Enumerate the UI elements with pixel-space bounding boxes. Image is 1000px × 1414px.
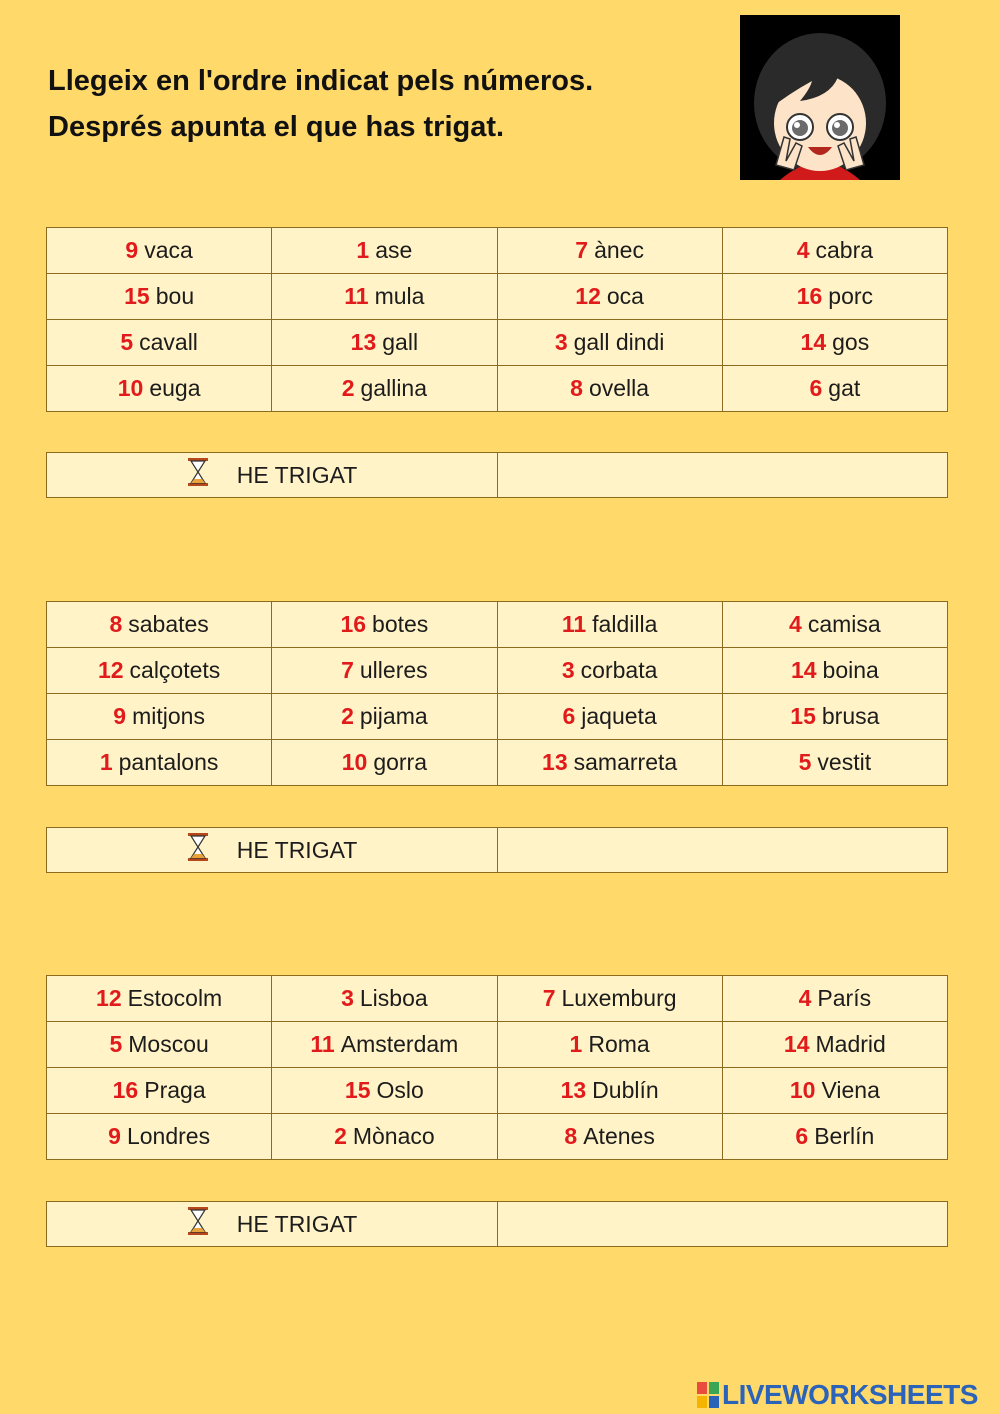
word: Atenes bbox=[583, 1123, 655, 1149]
order-number: 9 bbox=[108, 1123, 121, 1149]
word-cell bbox=[497, 602, 722, 648]
word-cell bbox=[272, 366, 497, 412]
order-number: 16 bbox=[112, 1077, 139, 1103]
order-number: 2 bbox=[341, 375, 355, 401]
word: gos bbox=[832, 329, 870, 355]
word-cell bbox=[47, 976, 272, 1022]
word-cell bbox=[497, 648, 722, 694]
time-answer-field[interactable] bbox=[498, 828, 947, 872]
word-cell bbox=[47, 1022, 272, 1068]
order-number: 9 bbox=[113, 703, 127, 729]
word: gat bbox=[828, 375, 861, 401]
word-cell bbox=[272, 1068, 497, 1114]
word: cabra bbox=[815, 237, 874, 263]
word-cell bbox=[47, 740, 272, 786]
word-cell bbox=[497, 366, 722, 412]
word: ànec bbox=[594, 237, 644, 263]
word-cell bbox=[497, 1114, 722, 1160]
instruction-line-2: Després apunta el que has trigat. bbox=[48, 111, 505, 143]
table-row bbox=[47, 648, 948, 694]
word: porc bbox=[828, 283, 874, 309]
word: Moscou bbox=[128, 1031, 209, 1057]
order-number: 10 bbox=[117, 375, 144, 401]
word-cell bbox=[722, 740, 947, 786]
word-cell bbox=[272, 274, 497, 320]
timer-label: HE TRIGAT bbox=[236, 461, 358, 488]
word: samarreta bbox=[573, 749, 678, 775]
word: Lisboa bbox=[359, 985, 428, 1011]
word: ovella bbox=[588, 375, 650, 401]
order-number: 12 bbox=[575, 283, 601, 309]
timer-label: HE TRIGAT bbox=[236, 836, 358, 863]
word: Berlín bbox=[814, 1123, 875, 1149]
word: Mònaco bbox=[352, 1123, 435, 1149]
word-cell bbox=[497, 1068, 722, 1114]
order-number: 1 bbox=[356, 237, 370, 263]
order-number: 13 bbox=[542, 749, 568, 775]
word-cell bbox=[722, 602, 947, 648]
table-row bbox=[47, 1114, 948, 1160]
order-number: 2 bbox=[334, 1123, 347, 1149]
timer-row bbox=[46, 1201, 948, 1247]
reading-table-cities bbox=[46, 975, 948, 1160]
word: gallina bbox=[360, 375, 428, 401]
word-cell bbox=[272, 1022, 497, 1068]
word: calçotets bbox=[129, 657, 221, 683]
order-number: 5 bbox=[120, 329, 134, 355]
hourglass-icon bbox=[187, 832, 209, 868]
order-number: 14 bbox=[790, 657, 817, 683]
table-row bbox=[47, 228, 948, 274]
timer-row bbox=[46, 452, 948, 498]
order-number: 16 bbox=[796, 283, 823, 309]
order-number: 12 bbox=[96, 985, 122, 1011]
word: brusa bbox=[821, 703, 880, 729]
word: bou bbox=[155, 283, 195, 309]
order-number: 16 bbox=[340, 611, 367, 637]
timer-row bbox=[46, 827, 948, 873]
instructions bbox=[48, 58, 728, 150]
order-number: 4 bbox=[789, 611, 802, 637]
word-cell bbox=[497, 274, 722, 320]
order-number: 8 bbox=[570, 375, 583, 401]
word-cell bbox=[47, 602, 272, 648]
table-row bbox=[47, 602, 948, 648]
reading-table-clothes bbox=[46, 601, 948, 786]
word: Luxemburg bbox=[561, 985, 677, 1011]
order-number: 8 bbox=[564, 1123, 578, 1149]
word: vestit bbox=[817, 749, 872, 775]
word: Amsterdam bbox=[340, 1031, 459, 1057]
order-number: 5 bbox=[109, 1031, 123, 1057]
word: Roma bbox=[588, 1031, 650, 1057]
table-row bbox=[47, 976, 948, 1022]
word-cell bbox=[47, 1114, 272, 1160]
word: jaqueta bbox=[581, 703, 657, 729]
word: Dublín bbox=[592, 1077, 659, 1103]
word: faldilla bbox=[592, 611, 658, 637]
word-cell bbox=[497, 320, 722, 366]
order-number: 14 bbox=[783, 1031, 810, 1057]
word: mitjons bbox=[132, 703, 205, 729]
word-cell bbox=[722, 366, 947, 412]
order-number: 1 bbox=[569, 1031, 583, 1057]
order-number: 7 bbox=[341, 657, 354, 683]
word: pijama bbox=[359, 703, 428, 729]
word: Viena bbox=[821, 1077, 880, 1103]
table-row bbox=[47, 274, 948, 320]
order-number: 3 bbox=[341, 985, 354, 1011]
order-number: 15 bbox=[344, 1077, 371, 1103]
word: Oslo bbox=[376, 1077, 424, 1103]
logo-blocks-icon bbox=[697, 1382, 719, 1408]
word: Madrid bbox=[815, 1031, 886, 1057]
word: gorra bbox=[373, 749, 428, 775]
word-cell bbox=[47, 694, 272, 740]
brand-text: LIVEWORKSHEETS bbox=[722, 1379, 978, 1410]
word: ulleres bbox=[359, 657, 428, 683]
word-cell bbox=[722, 1114, 947, 1160]
order-number: 1 bbox=[99, 749, 113, 775]
order-number: 8 bbox=[109, 611, 123, 637]
word-cell bbox=[722, 228, 947, 274]
avatar bbox=[740, 15, 900, 180]
word-cell bbox=[272, 740, 497, 786]
word: gall dindi bbox=[573, 329, 665, 355]
hourglass-icon bbox=[187, 457, 209, 493]
order-number: 3 bbox=[561, 657, 575, 683]
order-number: 15 bbox=[124, 283, 150, 309]
word-cell bbox=[47, 366, 272, 412]
word: euga bbox=[149, 375, 201, 401]
instruction-line-1: Llegeix en l'ordre indicat pels números. bbox=[48, 65, 594, 97]
order-number: 7 bbox=[542, 985, 556, 1011]
word-cell bbox=[722, 1068, 947, 1114]
word-cell bbox=[722, 1022, 947, 1068]
reading-table-animals bbox=[46, 227, 948, 412]
word: gall bbox=[382, 329, 419, 355]
word-cell bbox=[47, 1068, 272, 1114]
table-row bbox=[47, 694, 948, 740]
word-cell bbox=[272, 976, 497, 1022]
word-cell bbox=[722, 694, 947, 740]
order-number: 4 bbox=[798, 985, 812, 1011]
word: vaca bbox=[144, 237, 193, 263]
word: Londres bbox=[126, 1123, 211, 1149]
word: cavall bbox=[139, 329, 198, 355]
word-cell bbox=[47, 320, 272, 366]
word: Praga bbox=[144, 1077, 206, 1103]
word-cell bbox=[722, 320, 947, 366]
order-number: 11 bbox=[310, 1031, 335, 1057]
order-number: 5 bbox=[798, 749, 812, 775]
word: París bbox=[817, 985, 872, 1011]
order-number: 4 bbox=[796, 237, 810, 263]
time-answer-field[interactable] bbox=[498, 453, 947, 497]
word: corbata bbox=[580, 657, 658, 683]
word: camisa bbox=[807, 611, 881, 637]
word-cell bbox=[47, 228, 272, 274]
table-row bbox=[47, 1068, 948, 1114]
word-cell bbox=[497, 976, 722, 1022]
word: pantalons bbox=[118, 749, 219, 775]
liveworksheets-logo bbox=[697, 1378, 978, 1412]
word-cell bbox=[497, 740, 722, 786]
order-number: 6 bbox=[562, 703, 576, 729]
word-cell bbox=[272, 648, 497, 694]
order-number: 14 bbox=[800, 329, 827, 355]
order-number: 13 bbox=[560, 1077, 587, 1103]
order-number: 7 bbox=[575, 237, 589, 263]
word-cell bbox=[722, 274, 947, 320]
table-row bbox=[47, 1022, 948, 1068]
word-cell bbox=[47, 648, 272, 694]
word-cell bbox=[722, 976, 947, 1022]
order-number: 10 bbox=[341, 749, 368, 775]
word: sabates bbox=[128, 611, 209, 637]
word-cell bbox=[272, 228, 497, 274]
word: Estocolm bbox=[127, 985, 223, 1011]
hourglass-icon bbox=[187, 1206, 209, 1242]
order-number: 10 bbox=[789, 1077, 816, 1103]
word-cell bbox=[272, 320, 497, 366]
order-number: 13 bbox=[350, 329, 377, 355]
timer-label: HE TRIGAT bbox=[236, 1210, 358, 1237]
word-cell bbox=[272, 694, 497, 740]
word-cell bbox=[272, 1114, 497, 1160]
word-cell bbox=[497, 1022, 722, 1068]
word-cell bbox=[497, 694, 722, 740]
order-number: 11 bbox=[344, 283, 369, 309]
order-number: 3 bbox=[554, 329, 568, 355]
order-number: 11 bbox=[561, 611, 587, 637]
order-number: 9 bbox=[125, 237, 139, 263]
cartoon-girl-icon bbox=[740, 15, 900, 180]
word: mula bbox=[374, 283, 425, 309]
order-number: 6 bbox=[809, 375, 823, 401]
word: botes bbox=[372, 611, 429, 637]
order-number: 12 bbox=[97, 657, 124, 683]
order-number: 15 bbox=[790, 703, 816, 729]
order-number: 2 bbox=[341, 703, 354, 729]
table-row bbox=[47, 366, 948, 412]
time-answer-field[interactable] bbox=[498, 1202, 947, 1246]
word-cell bbox=[497, 228, 722, 274]
word-cell bbox=[272, 602, 497, 648]
table-row bbox=[47, 740, 948, 786]
table-row bbox=[47, 320, 948, 366]
word: boina bbox=[822, 657, 879, 683]
order-number: 6 bbox=[795, 1123, 809, 1149]
word: oca bbox=[606, 283, 644, 309]
word-cell bbox=[722, 648, 947, 694]
word-cell bbox=[47, 274, 272, 320]
word: ase bbox=[375, 237, 413, 263]
